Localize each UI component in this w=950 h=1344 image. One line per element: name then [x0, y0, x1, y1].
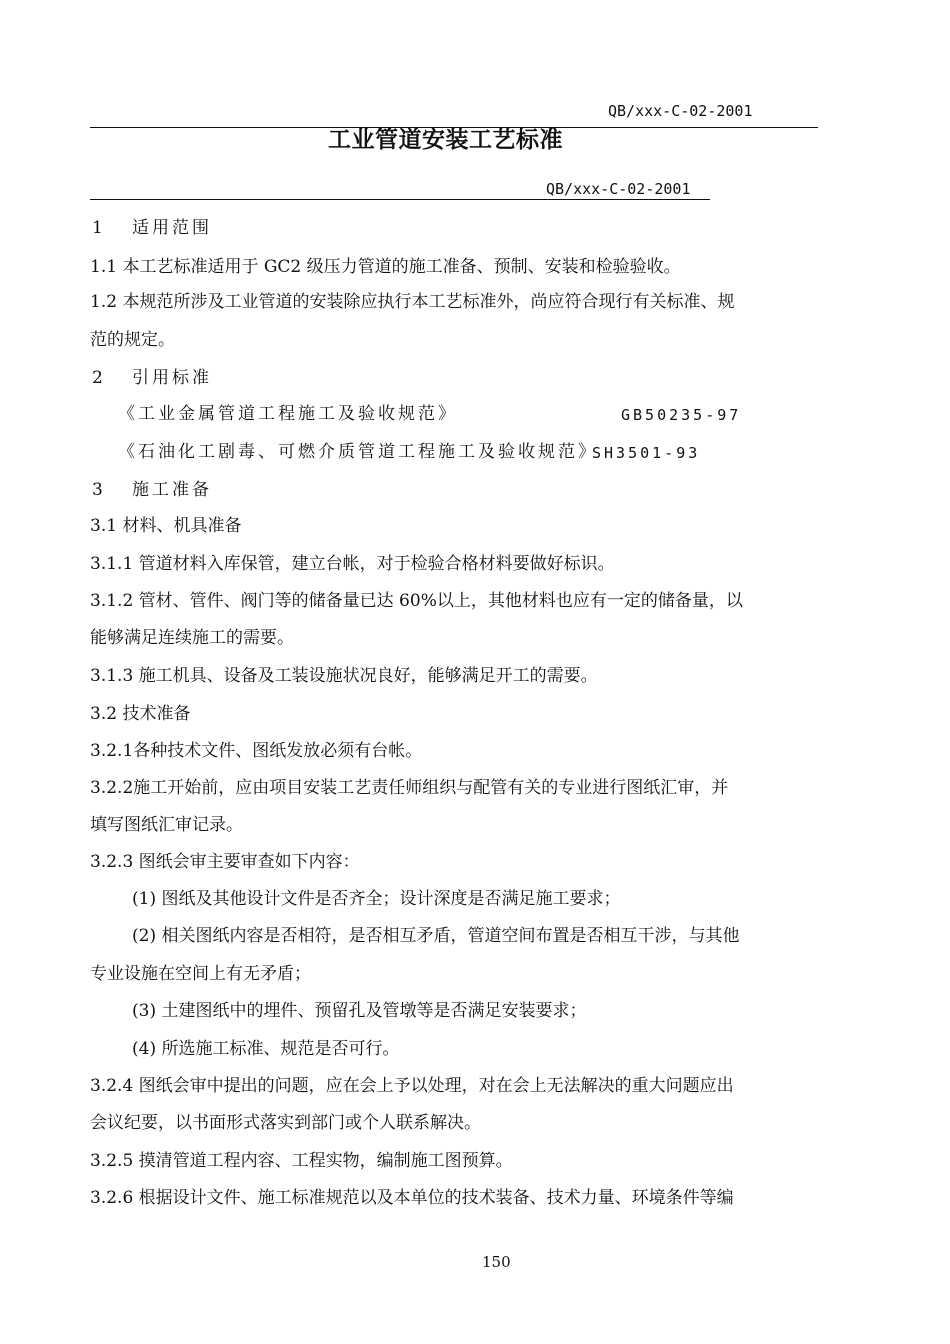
paragraph-1-2-line2: 范的规定。	[90, 330, 175, 350]
doc-code-top: QB/xxx-C-02-2001	[608, 102, 753, 120]
paragraph-3-1-3: 3.1.3 施工机具、设备及工装设施状况良好，能够满足开工的需要。	[90, 666, 598, 686]
reference-1-code: GB50235-97	[621, 406, 742, 424]
list-item-2-line1: (2) 相关图纸内容是否相符，是否相互矛盾，管道空间布置是否相互干涉，与其他	[132, 926, 740, 946]
paragraph-3-2-5: 3.2.5 摸清管道工程内容、工程实物，编制施工图预算。	[90, 1151, 513, 1171]
section-3-title: 施工准备	[132, 480, 212, 500]
page-title: 工业管道安装工艺标准	[328, 127, 563, 153]
paragraph-3-1-2-line2: 能够满足连续施工的需要。	[90, 628, 294, 648]
reference-2-code: SH3501-93	[592, 444, 701, 462]
paragraph-3-1-1: 3.1.1 管道材料入库保管，建立台帐，对于检验合格材料要做好标识。	[90, 554, 615, 574]
paragraph-3-2-3: 3.2.3 图纸会审主要审查如下内容：	[90, 852, 360, 872]
list-item-4: (4) 所选施工标准、规范是否可行。	[132, 1039, 400, 1059]
list-item-1: (1) 图纸及其他设计文件是否齐全；设计深度是否满足施工要求；	[132, 889, 621, 909]
paragraph-3-1-2-line1: 3.1.2 管材、管件、阀门等的储备量已达 60%以上，其他材料也应有一定的储备量，以	[90, 591, 743, 611]
paragraph-3-2-1: 3.2.1各种技术文件、图纸发放必须有台帐。	[90, 741, 423, 761]
paragraph-3-2-6: 3.2.6 根据设计文件、施工标准规范以及本单位的技术装备、技术力量、环境条件等编	[90, 1188, 734, 1208]
list-item-2-line2: 专业设施在空间上有无矛盾；	[90, 964, 311, 984]
list-item-3: (3) 土建图纸中的埋件、预留孔及管墩等是否满足安装要求；	[132, 1001, 587, 1021]
paragraph-1-2-line1: 1.2 本规范所涉及工业管道的安装除应执行本工艺标准外，尚应符合现行有关标准、规	[90, 292, 735, 312]
paragraph-3-1: 3.1 材料、机具准备	[90, 516, 242, 536]
section-1-number: 1	[92, 218, 106, 238]
doc-code-sub: QB/xxx-C-02-2001	[546, 180, 691, 198]
paragraph-3-2-4-line1: 3.2.4 图纸会审中提出的问题，应在会上予以处理，对在会上无法解决的重大问题应出	[90, 1076, 734, 1096]
section-3-number: 3	[92, 480, 106, 500]
section-2-number: 2	[92, 368, 106, 388]
paragraph-1-1: 1.1 本工艺标准适用于 GC2 级压力管道的施工准备、预制、安装和检验验收。	[90, 257, 681, 277]
section-1-title: 适用范围	[132, 218, 212, 238]
reference-2-name: 《石油化工剧毒、可燃介质管道工程施工及验收规范》	[118, 442, 598, 462]
section-2-title: 引用标准	[132, 368, 212, 388]
page-number: 150	[482, 1253, 511, 1271]
reference-1-name: 《工业金属管道工程施工及验收规范》	[118, 404, 458, 424]
paragraph-3-2-2-line2: 填写图纸汇审记录。	[90, 815, 243, 835]
subtitle-rule	[90, 199, 710, 200]
paragraph-3-2-4-line2: 会议纪要，以书面形式落实到部门或个人联系解决。	[90, 1113, 481, 1133]
paragraph-3-2-2-line1: 3.2.2施工开始前，应由项目安装工艺责任师组织与配管有关的专业进行图纸汇审，并	[90, 778, 729, 798]
paragraph-3-2: 3.2 技术准备	[90, 704, 191, 724]
